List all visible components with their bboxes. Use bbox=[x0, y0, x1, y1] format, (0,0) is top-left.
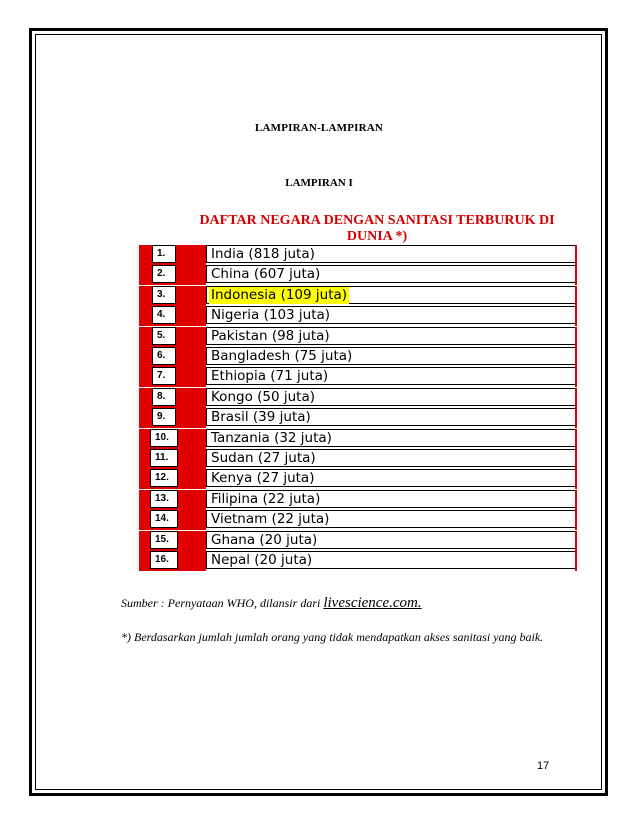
table-row bbox=[139, 367, 577, 387]
country-cell bbox=[206, 449, 576, 467]
country-cell bbox=[206, 408, 576, 426]
table-title-cell bbox=[139, 200, 577, 245]
row-right-accent bbox=[575, 429, 577, 449]
row-right-accent bbox=[575, 510, 577, 530]
row-right-accent bbox=[575, 469, 577, 489]
row-right-accent bbox=[575, 306, 577, 326]
country-cell bbox=[206, 490, 576, 508]
row-number: 12. bbox=[150, 469, 178, 487]
country-name: Tanzania (32 juta) bbox=[211, 429, 332, 446]
row-number: 15. bbox=[150, 531, 178, 549]
country-name: China (607 juta) bbox=[211, 266, 321, 283]
country-name: Kongo (50 juta) bbox=[211, 388, 315, 405]
country-name: Ghana (20 juta) bbox=[211, 531, 318, 548]
row-number: 10. bbox=[150, 429, 178, 447]
country-cell bbox=[206, 469, 576, 487]
country-name: Brasil (39 juta) bbox=[211, 409, 311, 426]
row-number: 2. bbox=[152, 265, 176, 283]
row-right-accent bbox=[575, 367, 577, 387]
table-row bbox=[139, 449, 577, 469]
country-name: Bangladesh (75 juta) bbox=[211, 348, 353, 364]
row-number: 16. bbox=[150, 551, 178, 569]
page-heading: LAMPIRAN-LAMPIRAN bbox=[254, 122, 384, 134]
table-row bbox=[139, 469, 577, 489]
row-right-accent bbox=[575, 286, 577, 306]
country-cell bbox=[206, 265, 576, 283]
row-right-accent bbox=[575, 551, 577, 571]
row-number: 11. bbox=[150, 449, 178, 467]
row-number: 8. bbox=[152, 388, 176, 406]
country-name: Kenya (27 juta) bbox=[211, 470, 315, 487]
table-row bbox=[139, 408, 577, 428]
table-row bbox=[139, 388, 577, 408]
row-right-accent bbox=[575, 408, 577, 428]
row-number: 6. bbox=[152, 347, 176, 365]
country-name: Nepal (20 juta) bbox=[211, 552, 313, 568]
table-row bbox=[139, 347, 577, 367]
country-cell bbox=[206, 306, 576, 324]
row-number: 3. bbox=[152, 286, 176, 304]
row-right-accent bbox=[575, 490, 577, 510]
table-row bbox=[139, 327, 577, 347]
page-number: 17 bbox=[537, 760, 550, 772]
table-row bbox=[139, 286, 577, 306]
row-number: 14. bbox=[150, 510, 178, 528]
country-cell bbox=[206, 367, 576, 385]
country-cell bbox=[206, 388, 576, 406]
row-number: 7. bbox=[152, 367, 176, 385]
row-right-accent bbox=[575, 327, 577, 347]
country-name: Ethiopia (71 juta) bbox=[211, 368, 329, 385]
row-right-accent bbox=[575, 449, 577, 469]
country-name: Sudan (27 juta) bbox=[211, 450, 316, 466]
country-cell bbox=[206, 429, 576, 447]
row-number: 1. bbox=[152, 245, 176, 263]
country-name: Pakistan (98 juta) bbox=[211, 327, 330, 344]
country-cell bbox=[206, 245, 576, 263]
row-right-accent bbox=[575, 347, 577, 367]
country-name: Vietnam (22 juta) bbox=[211, 511, 330, 528]
table-title: DAFTAR NEGARA DENGAN SANITASI TERBURUK DI DUNIA *) bbox=[199, 213, 555, 244]
row-right-accent bbox=[575, 388, 577, 408]
row-number: 5. bbox=[152, 327, 176, 345]
country-cell bbox=[206, 286, 576, 304]
table-row bbox=[139, 551, 577, 571]
footnote: *) Berdasarkan jumlah jumlah orang yang tidak mendapatkan akses sanitasi yang baik. bbox=[121, 630, 544, 644]
table-row bbox=[139, 510, 577, 530]
country-name: Nigeria (103 juta) bbox=[211, 307, 331, 324]
appendix-subheading: LAMPIRAN I bbox=[285, 177, 353, 189]
sanitation-table bbox=[139, 200, 577, 576]
row-right-accent bbox=[575, 245, 577, 265]
row-right-accent bbox=[575, 531, 577, 551]
row-number: 9. bbox=[152, 408, 176, 426]
country-cell bbox=[206, 347, 576, 365]
row-right-accent bbox=[575, 265, 577, 285]
country-cell bbox=[206, 531, 576, 549]
table-row bbox=[139, 531, 577, 551]
country-name: Indonesia (109 juta) bbox=[211, 286, 348, 303]
country-cell bbox=[206, 551, 576, 569]
table-row bbox=[139, 265, 577, 285]
row-number: 13. bbox=[150, 490, 178, 508]
row-number: 4. bbox=[152, 306, 176, 324]
table-row bbox=[139, 490, 577, 510]
table-row bbox=[139, 245, 577, 265]
source-prefix: Sumber : Pernyataan WHO, dilansir dari bbox=[121, 596, 324, 610]
table-row bbox=[139, 306, 577, 326]
country-name: India (818 juta) bbox=[211, 246, 315, 262]
country-cell bbox=[206, 510, 576, 528]
country-name: Filipina (22 juta) bbox=[211, 490, 321, 507]
source-link[interactable]: livescience.com. bbox=[323, 595, 422, 611]
country-cell bbox=[206, 327, 576, 345]
table-row bbox=[139, 429, 577, 449]
source-line bbox=[121, 595, 422, 612]
